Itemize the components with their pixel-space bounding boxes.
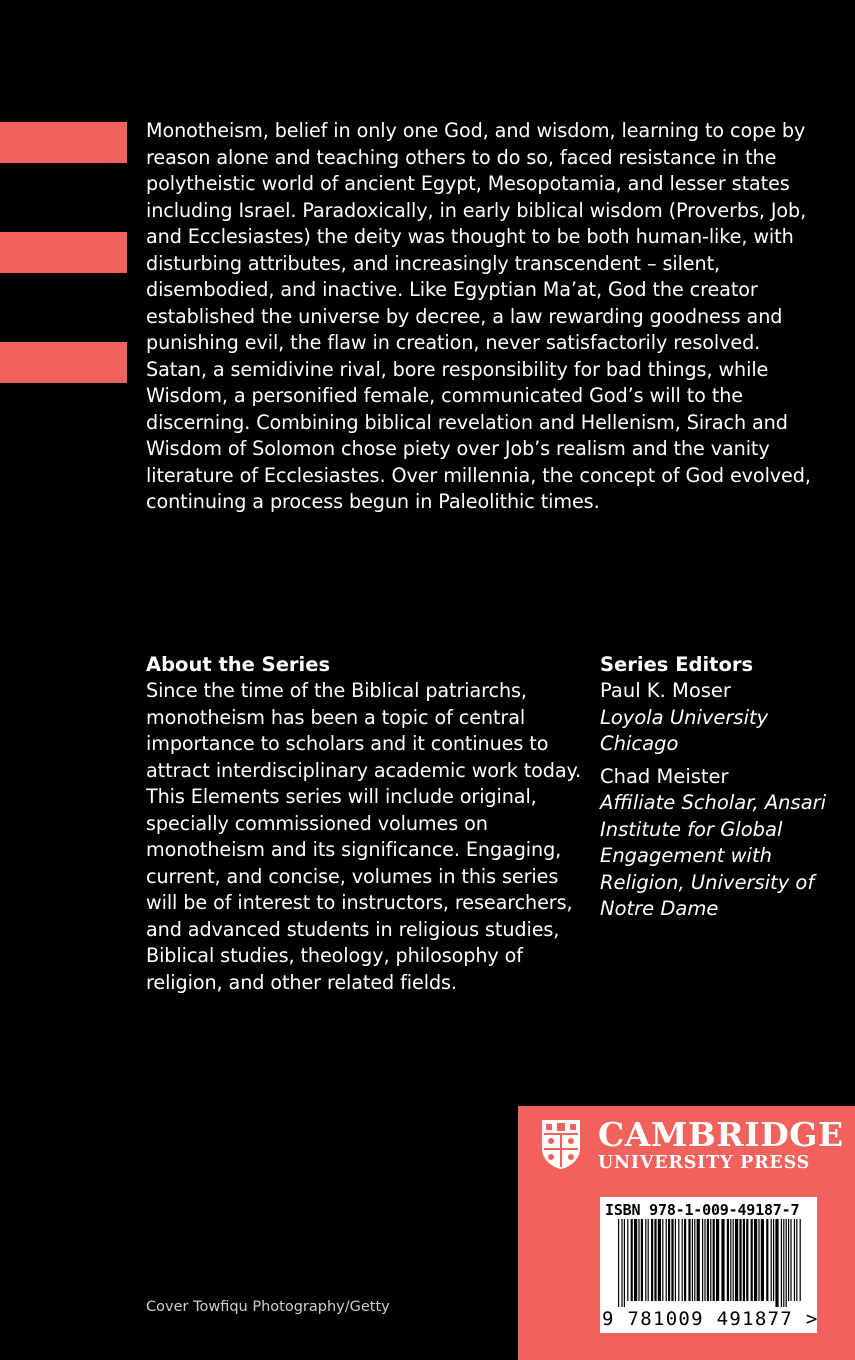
barcode-bar (771, 1219, 772, 1301)
barcode-bar (627, 1219, 628, 1301)
barcode-bar (786, 1219, 787, 1307)
barcode-bar (707, 1219, 709, 1301)
barcode-bar (766, 1219, 768, 1301)
about-series-section (146, 651, 586, 997)
barcode-bar (668, 1219, 670, 1301)
book-blurb: Monotheism, belief in only one God, and wisdom, learning to cope by reason alone and teaching others to do so, faced resistance in the polytheistic world of ancient Egypt, Mesopotamia, and lesser states including Israel. Paradoxically, in early biblical wisdom (Proverbs, Job, and Ecclesiastes) the deity was thought to be both human-like, with disturbing attributes, and increasingly transcendent – silent, disembodied, and inactive. Like Egyptian Ma’at, God the creator established the universe by decree, a law rewarding goodness and punishing evil, the flaw in creation, never satisfactorily resolved. Satan, a semidivine rival, bore responsibility for bad things, while Wisdom, a personified female, communicated God’s will to the discerning. Combining biblical revelation and Hellenism, Sirach and Wisdom of Solomon chose piety over Job’s realism and the vanity literature of Ecclesiastes. Over millennia, the concept of God evolved, continuing a process begun in Paleolithic times. (146, 119, 811, 513)
barcode-bar (648, 1219, 649, 1301)
accent-bar-bottom (0, 342, 127, 383)
editor-entry (600, 764, 840, 923)
barcode-bar (754, 1219, 757, 1301)
editor-name: Chad Meister (600, 764, 729, 788)
barcode-bar (645, 1219, 646, 1301)
cambridge-crest-icon (540, 1118, 582, 1170)
barcode-bar (702, 1219, 703, 1301)
barcode-bar (758, 1219, 759, 1301)
barcode-bar (761, 1219, 764, 1301)
barcode-bar (678, 1219, 679, 1301)
barcode-bar (697, 1219, 700, 1301)
publisher-name-line1: CAMBRIDGE (598, 1115, 844, 1154)
barcode-bar (746, 1219, 748, 1301)
accent-bar-top (0, 122, 127, 163)
barcode-bar (773, 1219, 774, 1301)
editor-affiliation: Affiliate Scholar, Ansari Institute for Global Engagement with Religion, University of Notre Dame (600, 791, 827, 920)
series-editors-heading: Series Editors (600, 653, 754, 676)
publisher-name-line2: UNIVERSITY PRESS (598, 1153, 811, 1173)
barcode-digits: 9 781009 491877 > (602, 1308, 819, 1330)
barcode-bar (641, 1219, 643, 1301)
barcode-bar (783, 1219, 784, 1307)
editor-affiliation: Loyola University Chicago (600, 705, 769, 755)
barcode-bar (658, 1219, 661, 1301)
barcode-bar (739, 1219, 741, 1301)
barcode-bar (654, 1219, 656, 1301)
barcode-bar (638, 1219, 639, 1301)
barcode-bar (694, 1219, 695, 1301)
barcode-bar (781, 1219, 782, 1307)
publisher-name (598, 1115, 844, 1174)
barcode-bar (751, 1219, 753, 1301)
barcode-bar (710, 1219, 711, 1301)
accent-bar-middle (0, 232, 127, 273)
isbn-barcode (600, 1197, 817, 1333)
isbn-label: ISBN 978-1-009-49187-7 (605, 1201, 800, 1219)
barcode-bar (796, 1219, 797, 1301)
barcode-bar (675, 1219, 676, 1301)
barcode-bar (621, 1219, 622, 1307)
barcode-bar (634, 1219, 637, 1301)
editor-entry (600, 678, 840, 758)
barcode-bar (618, 1219, 619, 1307)
about-series-text: Since the time of the Biblical patriarchs, monotheism has been a topic of central importance to scholars and it continues to attract interdisciplinary academic work today. This Elements series will include original, specially commissioned volumes on monotheism and its significance. Engaging, current, and concise, volumes in this series will be of interest to instructors, researchers, and advanced students in religious studies, Biblical studies, theology, philosophy of religion, and other related fields. (146, 679, 582, 995)
barcode-bar (704, 1219, 705, 1301)
barcode-bar (800, 1219, 801, 1301)
barcode-bar (662, 1219, 663, 1301)
barcode-bar (684, 1219, 686, 1301)
barcode-bar (631, 1219, 633, 1301)
barcode-bar (727, 1219, 729, 1301)
series-editors-section (600, 651, 840, 923)
cover-credit: Cover Towfiqu Photography/Getty (146, 1299, 390, 1315)
barcode-bar (666, 1219, 667, 1301)
barcode-bar (671, 1219, 673, 1301)
barcode-bar (790, 1219, 791, 1301)
publisher-panel (518, 1106, 855, 1360)
editor-name: Paul K. Moser (600, 679, 731, 702)
barcode-bar (692, 1219, 693, 1301)
barcode-bar (721, 1219, 724, 1301)
barcode-bar (775, 1219, 778, 1307)
barcode-bar (794, 1219, 795, 1301)
barcode-bar (713, 1219, 715, 1301)
barcode-bar (716, 1219, 719, 1301)
barcode-bar (651, 1219, 653, 1301)
barcode-bars (600, 1219, 817, 1307)
barcode-bar (735, 1219, 738, 1301)
barcode-bar (730, 1219, 731, 1301)
about-series-heading: About the Series (146, 653, 331, 676)
barcode-bar (688, 1219, 690, 1301)
barcode-bar (733, 1219, 734, 1301)
barcode-bar (743, 1219, 745, 1301)
barcode-bar (624, 1219, 625, 1307)
barcode-bar (788, 1219, 789, 1301)
barcode-bar (682, 1219, 683, 1301)
